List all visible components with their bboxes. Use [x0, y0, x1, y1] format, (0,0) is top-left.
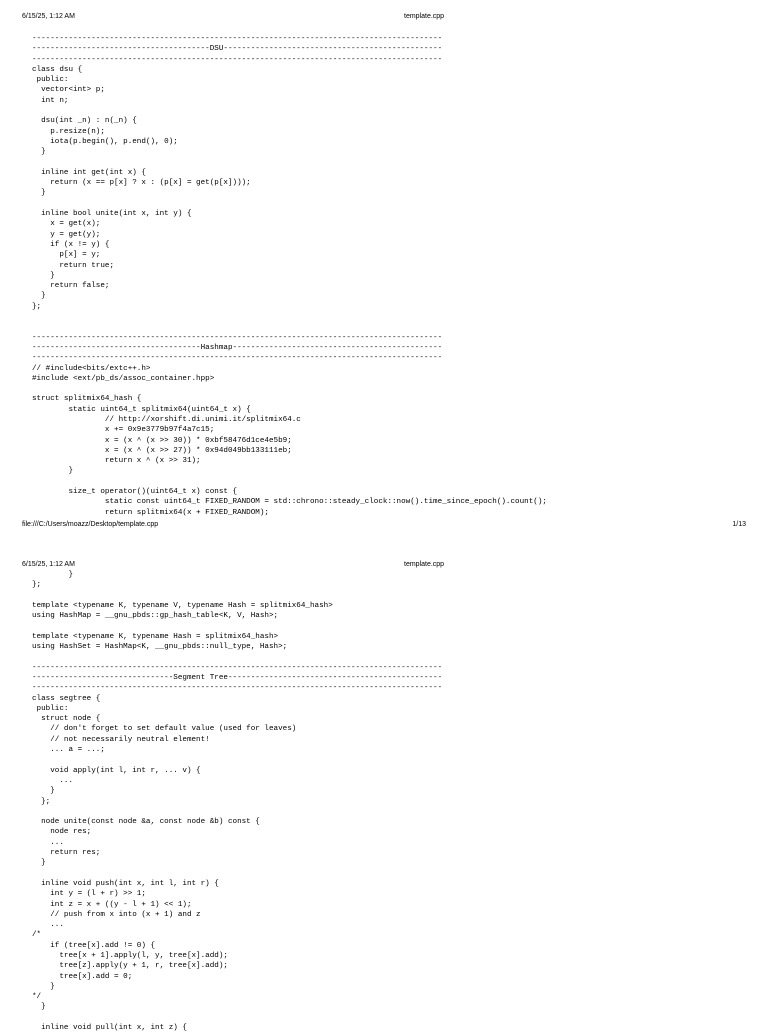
- code-line: inline void push(int x, int l, int r) {: [32, 879, 219, 888]
- code-line: }: [32, 859, 46, 868]
- code-line: public:: [32, 76, 69, 85]
- code-line: // push from x into (x + 1) and z: [32, 910, 201, 919]
- code-line: [32, 652, 752, 662]
- code-line: };: [32, 581, 42, 590]
- code-line: template <typename K, typename V, typename Hash = splitmix64_hash>: [32, 601, 333, 610]
- code-block: [32, 570, 752, 1033]
- code-line: inline int get(int x) {: [32, 168, 146, 177]
- code-line: [32, 869, 752, 879]
- code-line: ------------------------------------------------------------------------------------------: [32, 333, 443, 342]
- code-line: x = get(x);: [32, 220, 101, 229]
- page-header-title: template.cpp: [404, 561, 445, 568]
- code-line: }: [32, 148, 46, 157]
- code-line: [32, 591, 752, 601]
- code-line: inline bool unite(int x, int y) {: [32, 210, 192, 219]
- code-line: [32, 384, 752, 394]
- code-line: }: [32, 292, 46, 301]
- code-line: public:: [32, 704, 69, 713]
- code-line: class dsu {: [32, 65, 83, 74]
- code-line: return false;: [32, 282, 110, 291]
- code-line: // http://xorshift.di.unimi.it/splitmix64.c: [32, 415, 301, 424]
- code-line: iota(p.begin(), p.end(), 0);: [32, 137, 178, 146]
- code-line: */: [32, 993, 42, 1002]
- code-line: // #include<bits/extc++.h>: [32, 364, 151, 373]
- code-line: // not necessarily neutral element!: [32, 735, 210, 744]
- code-line: // don't forget to set default value (used for leaves): [32, 725, 297, 734]
- code-line: }: [32, 787, 55, 796]
- code-line: using HashSet = HashMap<K, __gnu_pbds::null_type, Hash>;: [32, 643, 288, 652]
- code-line: if (x != y) {: [32, 240, 110, 249]
- code-line: dsu(int _n) : n(_n) {: [32, 117, 137, 126]
- code-line: tree[z].apply(y + 1, r, tree[x].add);: [32, 962, 228, 971]
- code-line: return res;: [32, 849, 101, 858]
- code-line: ...: [32, 838, 64, 847]
- code-line: /*: [32, 931, 42, 940]
- code-line: x = (x ^ (x >> 30)) * 0xbf58476d1ce4e5b9;: [32, 436, 292, 445]
- print-page-2: [0, 548, 768, 1033]
- code-line: template <typename K, typename Hash = splitmix64_hash>: [32, 632, 279, 641]
- code-line: tree[x].add = 0;: [32, 972, 133, 981]
- code-line: };: [32, 302, 42, 311]
- code-line: if (tree[x].add != 0) {: [32, 941, 156, 950]
- code-line: struct splitmix64_hash {: [32, 395, 142, 404]
- page-header-date: 6/15/25, 1:12 AM: [22, 561, 75, 568]
- code-line: [32, 199, 752, 209]
- code-line: }: [32, 271, 55, 280]
- code-line: static uint64_t splitmix64(uint64_t x) {: [32, 405, 251, 414]
- code-line: [32, 322, 752, 332]
- code-line: [32, 755, 752, 765]
- code-line: #include <ext/pb_ds/assoc_container.hpp>: [32, 374, 215, 383]
- code-line: ... a = ...;: [32, 746, 105, 755]
- code-line: [32, 1013, 752, 1023]
- code-line: }: [32, 982, 55, 991]
- code-line: int z = x + ((y - l + 1) << 1);: [32, 900, 192, 909]
- code-line: x += 0x9e3779b97f4a7c15;: [32, 426, 215, 435]
- code-line: return (x == p[x] ? x : (p[x] = get(p[x])));: [32, 179, 251, 188]
- code-line: }: [32, 189, 46, 198]
- code-line: [32, 158, 752, 168]
- code-line: node res;: [32, 828, 92, 837]
- code-line: return splitmix64(x + FIXED_RANDOM);: [32, 508, 269, 517]
- code-line: };: [32, 797, 51, 806]
- page-footer-path: file:///C:/Users/moazz/Desktop/template.cpp: [22, 521, 159, 528]
- code-line: ------------------------------------------------------------------------------------------: [32, 35, 443, 43]
- code-line: static const uint64_t FIXED_RANDOM = std::chrono::steady_clock::now().time_since_epoch().count();: [32, 498, 547, 507]
- page-separator: [0, 542, 768, 543]
- code-line: int y = (l + r) >> 1;: [32, 890, 146, 899]
- code-line: [32, 477, 752, 487]
- code-line: void apply(int l, int r, ... v) {: [32, 766, 201, 775]
- code-line: ------------------------------------------------------------------------------------------: [32, 663, 443, 672]
- page-header-title: template.cpp: [404, 13, 445, 20]
- code-line: ...: [32, 776, 74, 785]
- code-line: ...: [32, 921, 64, 930]
- code-line: struct node {: [32, 715, 101, 724]
- code-line: inline void pull(int x, int z) {: [32, 1024, 187, 1033]
- code-line: size_t operator()(uint64_t x) const {: [32, 488, 238, 497]
- code-line: [32, 312, 752, 322]
- code-line: tree[x + 1].apply(l, y, tree[x].add);: [32, 951, 228, 960]
- code-line: ---------------------------------------DSU------------------------------------------------: [32, 45, 443, 54]
- code-line: x = (x ^ (x >> 27)) * 0x94d049bb133111eb;: [32, 446, 292, 455]
- code-line: ------------------------------------------------------------------------------------------: [32, 684, 443, 693]
- code-line: p[x] = y;: [32, 251, 101, 260]
- code-block: [32, 34, 752, 518]
- code-line: }: [32, 571, 74, 579]
- code-line: ------------------------------------------------------------------------------------------: [32, 55, 443, 64]
- code-line: -------------------------------------Hashmap----------------------------------------------: [32, 343, 443, 352]
- page-footer-number: 1/13: [732, 521, 746, 528]
- code-line: vector<int> p;: [32, 86, 105, 95]
- code-line: return x ^ (x >> 31);: [32, 457, 201, 466]
- code-line: }: [32, 467, 74, 476]
- code-line: using HashMap = __gnu_pbds::gp_hash_table<K, V, Hash>;: [32, 612, 279, 621]
- code-line: node unite(const node &a, const node &b) const {: [32, 818, 260, 827]
- code-line: }: [32, 1003, 46, 1012]
- code-line: [32, 621, 752, 631]
- code-line: -------------------------------Segment Tree-----------------------------------------------: [32, 673, 443, 682]
- code-line: [32, 106, 752, 116]
- code-line: p.resize(n);: [32, 127, 105, 136]
- code-line: ------------------------------------------------------------------------------------------: [32, 354, 443, 363]
- code-line: return true;: [32, 261, 115, 270]
- page-header-date: 6/15/25, 1:12 AM: [22, 13, 75, 20]
- code-line: y = get(y);: [32, 230, 101, 239]
- code-line: int n;: [32, 96, 69, 105]
- code-line: class segtree {: [32, 694, 101, 703]
- code-line: [32, 807, 752, 817]
